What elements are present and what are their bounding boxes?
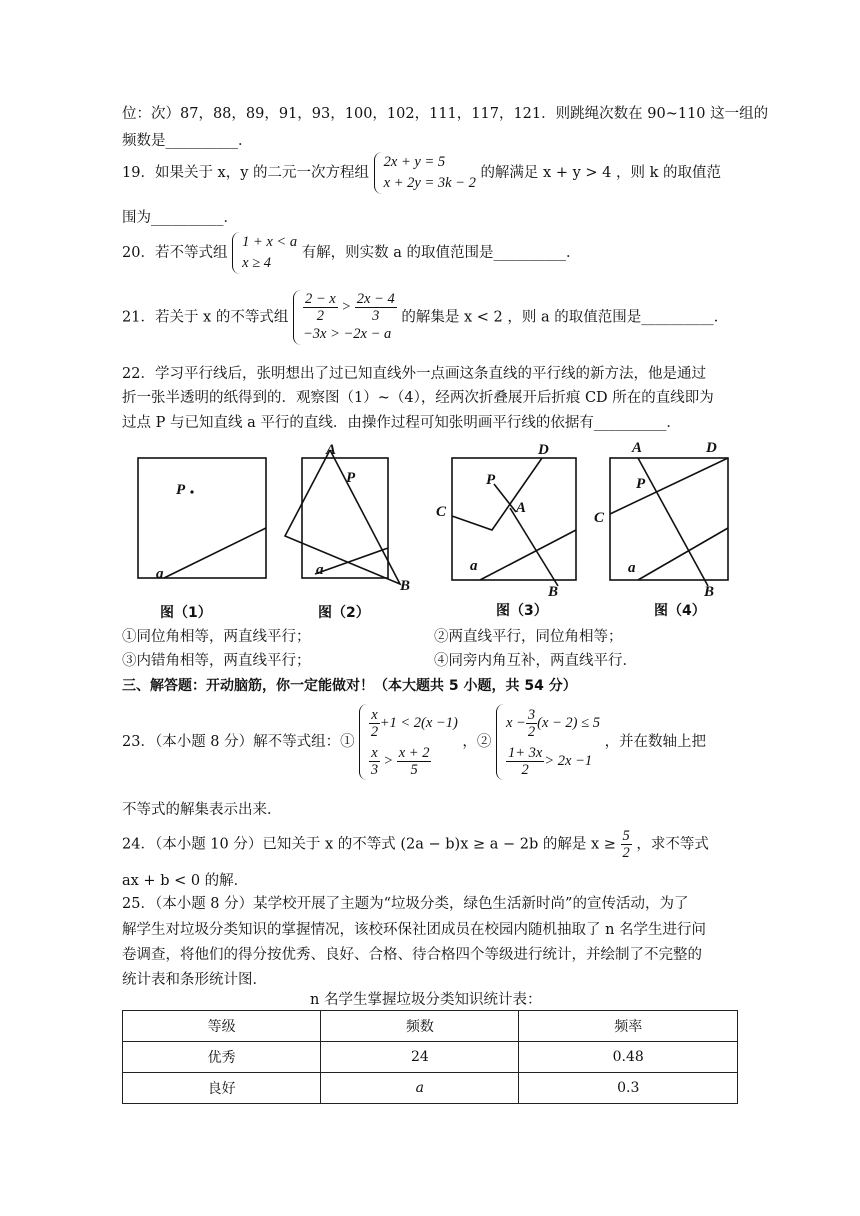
fig1-label-a: a [156, 566, 164, 582]
caption-fig2: 图（2） [318, 605, 370, 621]
table-header: 频率 [519, 1011, 738, 1042]
q23-suffix: ，并在数轴上把 [604, 734, 707, 750]
q22-option-1: ①同位角相等，两直线平行； [122, 629, 311, 645]
fig1-line-a [164, 528, 266, 578]
fig4-fold [638, 458, 708, 586]
q22-option-2: ②两直线平行，同位角相等； [434, 629, 623, 645]
q19-eq1: 2x + y = 5 [383, 154, 446, 170]
table-cell: a [321, 1073, 519, 1104]
table-row [123, 1042, 738, 1073]
fig4-label-a: a [628, 560, 636, 576]
caption-fig1: 图（1） [160, 605, 212, 621]
q23-system-1: $\frac{x}{2}$ +1 < 2(x −1) $\frac{x}{3}$ > $\frac{x + 2}{5}$ [359, 704, 458, 780]
fig4-label-C: C [594, 510, 605, 526]
q20-eq2: x ≥ 4 [242, 255, 271, 271]
table-header: 等级 [123, 1011, 321, 1042]
question-21 [122, 290, 728, 345]
caption-fig3: 图（3） [496, 603, 548, 619]
fig3-fold1 [452, 458, 542, 530]
fig2-rect [302, 458, 388, 578]
fig3-label-B: B [548, 584, 559, 600]
q22-option-4: ④同旁内角互补，两直线平行． [434, 653, 637, 669]
table-header: 频数 [321, 1011, 519, 1042]
q24-prefix: 24．（本小题 10 分）已知关于 x 的不等式 (2a − b)x ≥ a − 2b 的解是 x ≥ [122, 836, 616, 853]
statistics-table [122, 1010, 738, 1104]
fig2-line-a [315, 548, 388, 574]
table-cell: 优秀 [123, 1042, 321, 1073]
fig2-label-a: a [316, 562, 324, 578]
q20-eq1: 1 + x < a [242, 234, 298, 250]
folding-figures [130, 436, 750, 622]
fig2-label-B: B [400, 578, 411, 594]
q23-system-2: x − $\frac{3}{2}$ (x − 2) ≤ 5 $\frac{1+ 3x}{2}$ > 2x −1 [496, 704, 600, 780]
q23-separator: ，② [462, 734, 492, 750]
q19-eq2: x + 2y = 3k − 2 [383, 175, 476, 191]
q23-prefix: 23．（本小题 8 分）解不等式组：① [122, 734, 355, 750]
q21-prefix: 21．若关于 x 的不等式组 [122, 309, 289, 326]
q18-line1: 位：次）87，88，89，91，93，100，102，111，117，121．则跳绳次数在 90~110 这一组的 [122, 106, 769, 122]
question-20 [122, 232, 581, 274]
fig3-label-A: A [516, 500, 527, 516]
q21-frac2: $\frac{2x - 4}{3}$ [356, 291, 395, 325]
q20-inequality-system [232, 232, 297, 274]
table-cell: 0.48 [519, 1042, 738, 1073]
q21-eq2: −3x > −2x − a [302, 326, 392, 343]
question-19 [122, 152, 721, 194]
q19-prefix: 19．如果关于 x，y 的二元一次方程组 [122, 165, 370, 181]
fig4-label-D: D [706, 440, 717, 456]
q22-line3: 过点 P 与已知直线 a 平行的直线．由操作过程可知张明画平行线的依据有__________． [122, 415, 681, 431]
fig1-label-P: P [176, 482, 186, 498]
q21-frac1: $\frac{2 - x}{2}$ [304, 291, 336, 325]
table-cell: 良好 [123, 1073, 321, 1104]
q19-line2: 围为__________． [122, 210, 238, 226]
q24-suffix: ，求不等式 [636, 836, 709, 853]
q25-line2: 解学生对垃圾分类知识的掌握情况，该校环保社团成员在校园内随机抽取了 n 名学生进行问 [122, 922, 707, 938]
fig3-fold3 [510, 508, 558, 586]
question-24 [122, 828, 709, 861]
fig4-label-P: P [636, 476, 646, 492]
fig4-line-cd [610, 458, 728, 514]
fig2-label-P: P [346, 470, 356, 486]
table-title: n 名学生掌握垃圾分类知识统计表： [310, 992, 542, 1008]
fig3-label-C: C [436, 504, 447, 520]
table-cell: 24 [321, 1042, 519, 1073]
table-row [123, 1073, 738, 1104]
q24-line2: ax + b < 0 的解． [122, 873, 249, 889]
q21-gt: > [341, 299, 352, 315]
q21-inequality-system [293, 290, 397, 345]
q23-line2: 不等式的解集表示出来． [122, 802, 282, 818]
table-header-row [123, 1011, 738, 1042]
fig3-fold2 [494, 484, 516, 512]
fig3-label-a: a [470, 558, 478, 574]
table-cell: 0.3 [519, 1073, 738, 1104]
q19-equation-system [374, 152, 476, 194]
q25-line1: 25．（本小题 8 分）某学校开展了主题为“垃圾分类，绿色生活新时尚”的宣传活动，为了 [122, 896, 689, 912]
fig3-label-P: P [486, 472, 496, 488]
fig4-label-A: A [632, 440, 643, 456]
q22-line1: 22．学习平行线后，张明想出了过已知直线外一点画这条直线的平行线的新方法，他是通过 [122, 366, 706, 382]
q22-option-3: ③内错角相等，两直线平行； [122, 653, 311, 669]
q21-suffix: 的解集是 x < 2 ，则 a 的取值范围是__________． [401, 309, 729, 326]
fig3-label-D: D [538, 442, 549, 458]
fig4-label-B: B [704, 584, 715, 600]
fig2-label-A: A [326, 442, 337, 458]
q25-line4: 统计表和条形统计图． [122, 972, 267, 988]
question-23 [122, 704, 706, 780]
q19-suffix: 的解满足 x + y > 4 ，则 k 的取值范 [480, 165, 721, 181]
q25-line3: 卷调查，将他们的得分按优秀、良好、合格、待合格四个等级进行统计，并绘制了不完整的 [122, 947, 702, 963]
section-3-heading: 三、解答题：开动脑筋，你一定能做对！（本大题共 5 小题，共 54 分） [122, 678, 577, 694]
q20-prefix: 20．若不等式组 [122, 245, 228, 261]
fig4-line-a [638, 528, 728, 580]
caption-fig4: 图（4） [654, 603, 706, 619]
q18-line2: 频数是__________． [122, 133, 253, 149]
q22-line2: 折一张半透明的纸得到的．观察图（1）~（4），经两次折叠展开后折痕 CD 所在的直线即为 [122, 390, 714, 406]
q20-suffix: 有解，则实数 a 的取值范围是__________． [301, 245, 581, 261]
q24-fraction: $\frac{5}{2}$ [622, 828, 630, 861]
